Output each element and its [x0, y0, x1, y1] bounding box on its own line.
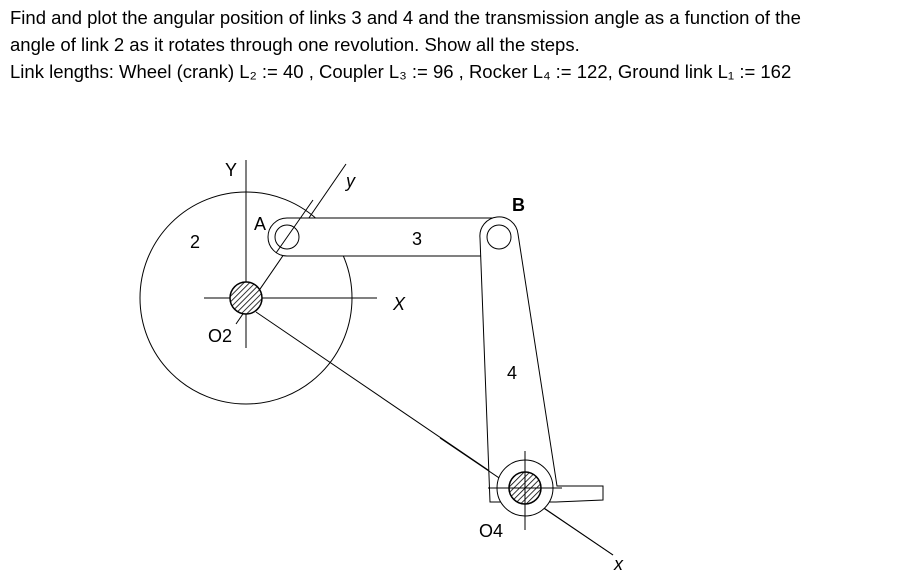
coupler-link-3 [268, 218, 500, 256]
label-Y: Y [225, 160, 238, 180]
label-X-ground: X [393, 294, 406, 314]
pivot-o2 [230, 282, 262, 314]
label-link-4: 4 [507, 363, 518, 383]
rocker-link-4 [480, 217, 603, 502]
problem-line-2: angle of link 2 as it rotates through one revolution. Show all the steps. [10, 34, 580, 55]
label-x-local: x [614, 554, 623, 574]
label-B: B [512, 195, 525, 215]
problem-line-1: Find and plot the angular position of links 3 and 4 and the transmission angle as a function of the [10, 7, 801, 28]
label-link-3: 3 [412, 229, 423, 249]
label-O4: O4 [479, 521, 504, 541]
label-y-local: y [346, 171, 355, 191]
link-lengths-line: Link lengths: Wheel (crank) L₂ := 40 , Coupler L₃ := 96 , Rocker L₄ := 122, Ground link L₁ := 162 [10, 61, 792, 82]
label-O2: O2 [208, 326, 233, 346]
label-link-2: 2 [190, 232, 201, 252]
pin-b [487, 225, 511, 249]
label-A: A [254, 214, 267, 234]
